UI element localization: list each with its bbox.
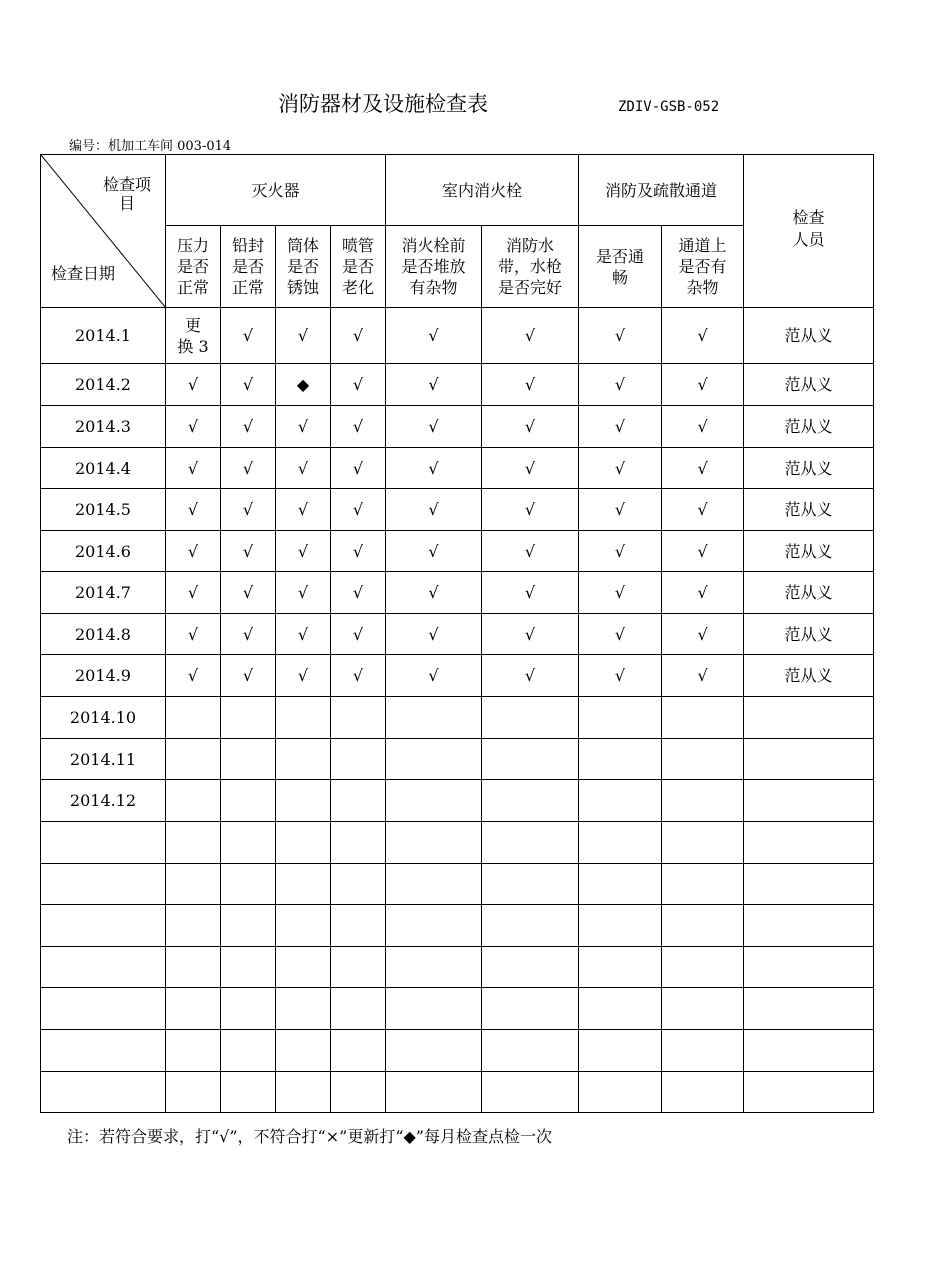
mark-cell: [482, 739, 579, 780]
date-cell: [41, 905, 166, 947]
check-mark-cell: √: [221, 406, 276, 448]
mark-cell: [166, 988, 221, 1030]
mark-cell: [662, 822, 744, 864]
check-mark-cell: √: [662, 655, 744, 697]
check-mark-cell: √: [166, 489, 221, 531]
mark-cell: [662, 988, 744, 1030]
inspector-cell: [744, 1030, 874, 1072]
date-cell: 2014.1: [41, 308, 166, 364]
date-cell: [41, 864, 166, 905]
mark-cell: [662, 780, 744, 822]
mark-cell: [331, 1030, 386, 1072]
mark-cell: [276, 739, 331, 780]
mark-cell: [166, 1072, 221, 1113]
date-cell: 2014.12: [41, 780, 166, 822]
mark-cell: [276, 864, 331, 905]
check-mark-cell: √: [221, 531, 276, 572]
check-mark-cell: √: [482, 655, 579, 697]
group-header-inspector: 检查 人员: [744, 155, 874, 308]
table-row: [41, 531, 874, 572]
check-mark-cell: √: [166, 364, 221, 406]
mark-cell: [221, 905, 276, 947]
check-mark-cell: √: [579, 531, 662, 572]
mark-cell: [662, 739, 744, 780]
check-mark-cell: √: [221, 489, 276, 531]
mark-cell: [166, 739, 221, 780]
inspector-cell: [744, 780, 874, 822]
mark-cell: [482, 864, 579, 905]
check-mark-cell: √: [579, 448, 662, 489]
diamond-mark-cell: ◆: [276, 364, 331, 406]
mark-cell: [662, 697, 744, 739]
check-mark-cell: √: [386, 614, 482, 655]
inspector-cell: 范从义: [744, 406, 874, 448]
group-header-extinguisher: 灭火器: [166, 155, 386, 226]
mark-cell: [331, 988, 386, 1030]
check-mark-cell: √: [482, 489, 579, 531]
check-mark-cell: √: [166, 655, 221, 697]
check-mark-cell: √: [331, 531, 386, 572]
document-number: 编号：机加工车间 003-014: [69, 139, 232, 154]
mark-cell: [166, 905, 221, 947]
check-mark-cell: √: [482, 406, 579, 448]
inspection-table: [40, 154, 874, 1113]
check-mark-cell: √: [331, 364, 386, 406]
date-cell: 2014.2: [41, 364, 166, 406]
date-cell: [41, 947, 166, 988]
table-row: [41, 364, 874, 406]
check-mark-cell: √: [386, 572, 482, 614]
inspection-date-label: 检查日期: [51, 264, 116, 283]
mark-cell: [579, 1072, 662, 1113]
inspector-cell: 范从义: [744, 531, 874, 572]
mark-cell: [386, 988, 482, 1030]
mark-cell: [276, 780, 331, 822]
inspector-cell: [744, 988, 874, 1030]
check-mark-cell: √: [482, 448, 579, 489]
check-mark-cell: √: [386, 364, 482, 406]
check-mark-cell: √: [331, 448, 386, 489]
table-row: [41, 864, 874, 905]
mark-cell: [166, 864, 221, 905]
check-mark-cell: √: [386, 489, 482, 531]
check-mark-cell: √: [662, 364, 744, 406]
inspection-item-label: 检查项目: [102, 175, 151, 213]
table-row: [41, 448, 874, 489]
check-mark-cell: √: [579, 572, 662, 614]
check-mark-cell: √: [662, 406, 744, 448]
check-mark-cell: √: [276, 308, 331, 364]
mark-cell: [276, 905, 331, 947]
mark-cell: [579, 697, 662, 739]
table-row: [41, 988, 874, 1030]
inspector-cell: [744, 822, 874, 864]
table-row: [41, 614, 874, 655]
check-mark-cell: √: [276, 572, 331, 614]
mark-cell: [221, 1072, 276, 1113]
mark-cell: [221, 864, 276, 905]
inspector-cell: 范从义: [744, 308, 874, 364]
check-mark-cell: √: [166, 614, 221, 655]
mark-cell: [386, 1072, 482, 1113]
mark-cell: [579, 1030, 662, 1072]
check-mark-cell: √: [331, 489, 386, 531]
inspector-cell: [744, 864, 874, 905]
mark-cell: [386, 1030, 482, 1072]
table-row: [41, 655, 874, 697]
mark-cell: [331, 822, 386, 864]
check-mark-cell: √: [331, 406, 386, 448]
check-mark-cell: √: [221, 572, 276, 614]
check-mark-cell: √: [386, 448, 482, 489]
mark-cell: [221, 739, 276, 780]
date-cell: 2014.9: [41, 655, 166, 697]
group-header-passage: 消防及疏散通道: [579, 155, 744, 226]
mark-cell: [386, 822, 482, 864]
check-mark-cell: √: [386, 531, 482, 572]
mark-cell: [331, 864, 386, 905]
mark-cell: [331, 1072, 386, 1113]
mark-cell: [331, 739, 386, 780]
mark-cell: [276, 822, 331, 864]
check-mark-cell: √: [166, 572, 221, 614]
date-cell: 2014.8: [41, 614, 166, 655]
check-mark-cell: √: [662, 448, 744, 489]
check-mark-cell: √: [331, 655, 386, 697]
inspector-cell: 范从义: [744, 614, 874, 655]
sub-header-pressure: 压力 是否 正常: [166, 226, 221, 308]
check-mark-cell: √: [662, 489, 744, 531]
mark-cell: [276, 1030, 331, 1072]
mark-cell: [662, 905, 744, 947]
inspector-cell: [744, 947, 874, 988]
table-row: [41, 308, 874, 364]
table-row: [41, 697, 874, 739]
mark-cell: [386, 905, 482, 947]
sub-header-hose-nozzle-condition: 消防水 带，水枪 是否完好: [482, 226, 579, 308]
mark-cell: [221, 822, 276, 864]
table-row: [41, 822, 874, 864]
sub-header-passage-clear: 是否通 畅: [579, 226, 662, 308]
mark-cell: [166, 780, 221, 822]
check-mark-cell: √: [482, 308, 579, 364]
mark-cell: [221, 988, 276, 1030]
check-mark-cell: √: [579, 364, 662, 406]
mark-cell: [331, 780, 386, 822]
mark-cell: [482, 947, 579, 988]
mark-cell: [276, 947, 331, 988]
check-mark-cell: √: [386, 406, 482, 448]
inspector-cell: 范从义: [744, 448, 874, 489]
mark-cell: [579, 822, 662, 864]
inspector-cell: 范从义: [744, 489, 874, 531]
table-row: [41, 780, 874, 822]
check-mark-cell: √: [579, 489, 662, 531]
mark-cell: [662, 947, 744, 988]
mark-cell: [166, 1030, 221, 1072]
check-mark-cell: √: [662, 614, 744, 655]
table-row: [41, 947, 874, 988]
table-row: [41, 572, 874, 614]
inspector-cell: 范从义: [744, 364, 874, 406]
header-row-groups: [41, 155, 874, 226]
mark-cell: [276, 988, 331, 1030]
mark-cell: [579, 988, 662, 1030]
check-mark-cell: √: [482, 364, 579, 406]
table-row: [41, 489, 874, 531]
inspector-cell: [744, 697, 874, 739]
inspector-cell: 范从义: [744, 572, 874, 614]
mark-cell: [221, 947, 276, 988]
table-row: [41, 406, 874, 448]
mark-cell: [386, 780, 482, 822]
check-mark-cell: √: [276, 448, 331, 489]
check-mark-cell: √: [276, 531, 331, 572]
table-row: [41, 1072, 874, 1113]
check-mark-cell: √: [662, 308, 744, 364]
date-cell: 2014.5: [41, 489, 166, 531]
check-mark-cell: √: [386, 308, 482, 364]
check-mark-cell: √: [331, 572, 386, 614]
mark-cell: [331, 905, 386, 947]
sub-header-hydrant-obstruction: 消火栓前 是否堆放 有杂物: [386, 226, 482, 308]
sub-header-passage-debris: 通道上 是否有 杂物: [662, 226, 744, 308]
check-mark-cell: √: [221, 614, 276, 655]
mark-cell: [482, 988, 579, 1030]
mark-cell: [579, 864, 662, 905]
mark-cell: [166, 822, 221, 864]
mark-cell: [482, 1072, 579, 1113]
check-mark-cell: √: [331, 614, 386, 655]
mark-cell: [579, 739, 662, 780]
mark-cell: [331, 947, 386, 988]
check-mark-cell: √: [331, 308, 386, 364]
footer-note: 注：若符合要求，打“√”，不符合打“×”更新打“◆”每月检查点检一次: [67, 1127, 552, 1146]
check-mark-cell: √: [579, 655, 662, 697]
mark-cell: [579, 780, 662, 822]
check-mark-cell: √: [579, 406, 662, 448]
date-cell: [41, 822, 166, 864]
check-mark-cell: √: [579, 614, 662, 655]
check-mark-cell: √: [482, 531, 579, 572]
inspector-cell: [744, 739, 874, 780]
date-cell: 2014.11: [41, 739, 166, 780]
inspector-cell: [744, 1072, 874, 1113]
mark-cell: [221, 1030, 276, 1072]
date-cell: 2014.10: [41, 697, 166, 739]
date-cell: 2014.3: [41, 406, 166, 448]
diagonal-header-cell: [41, 155, 166, 308]
check-mark-cell: √: [276, 655, 331, 697]
sub-header-cylinder-rust: 筒体 是否 锈蚀: [276, 226, 331, 308]
date-cell: 2014.7: [41, 572, 166, 614]
table-row: [41, 739, 874, 780]
mark-cell: [482, 697, 579, 739]
form-title: 消防器材及设施检查表: [278, 92, 488, 116]
sub-header-seal: 铅封 是否 正常: [221, 226, 276, 308]
date-cell: [41, 988, 166, 1030]
mark-cell: [386, 697, 482, 739]
mark-cell: [166, 947, 221, 988]
mark-cell: [331, 697, 386, 739]
mark-cell: [386, 864, 482, 905]
sub-header-nozzle-aging: 喷管 是否 老化: [331, 226, 386, 308]
mark-cell: [276, 1072, 331, 1113]
mark-cell: [221, 697, 276, 739]
check-mark-cell: √: [276, 614, 331, 655]
check-mark-cell: √: [166, 448, 221, 489]
mark-cell: [482, 1030, 579, 1072]
mark-cell: [276, 697, 331, 739]
mark-cell: [579, 947, 662, 988]
check-mark-cell: √: [276, 489, 331, 531]
mark-cell: [579, 905, 662, 947]
mark-cell: [482, 780, 579, 822]
check-mark-cell: √: [221, 308, 276, 364]
inspector-cell: [744, 905, 874, 947]
table-row: [41, 1030, 874, 1072]
date-cell: [41, 1072, 166, 1113]
check-mark-cell: √: [221, 364, 276, 406]
check-mark-cell: √: [662, 572, 744, 614]
check-mark-cell: √: [579, 308, 662, 364]
group-header-hydrant: 室内消火栓: [386, 155, 579, 226]
mark-cell: 更 换 3: [166, 308, 221, 364]
mark-cell: [662, 864, 744, 905]
mark-cell: [386, 947, 482, 988]
mark-cell: [482, 905, 579, 947]
mark-cell: [166, 697, 221, 739]
date-cell: [41, 1030, 166, 1072]
mark-cell: [662, 1072, 744, 1113]
form-code: ZDIV-GSB-052: [618, 99, 720, 115]
check-mark-cell: √: [662, 531, 744, 572]
check-mark-cell: √: [482, 614, 579, 655]
check-mark-cell: √: [221, 448, 276, 489]
check-mark-cell: √: [166, 406, 221, 448]
mark-cell: [482, 822, 579, 864]
check-mark-cell: √: [221, 655, 276, 697]
table-row: [41, 905, 874, 947]
mark-cell: [662, 1030, 744, 1072]
mark-cell: [221, 780, 276, 822]
check-mark-cell: √: [386, 655, 482, 697]
check-mark-cell: √: [166, 531, 221, 572]
check-mark-cell: √: [482, 572, 579, 614]
date-cell: 2014.4: [41, 448, 166, 489]
date-cell: 2014.6: [41, 531, 166, 572]
check-mark-cell: √: [276, 406, 331, 448]
inspector-cell: 范从义: [744, 655, 874, 697]
mark-cell: [386, 739, 482, 780]
